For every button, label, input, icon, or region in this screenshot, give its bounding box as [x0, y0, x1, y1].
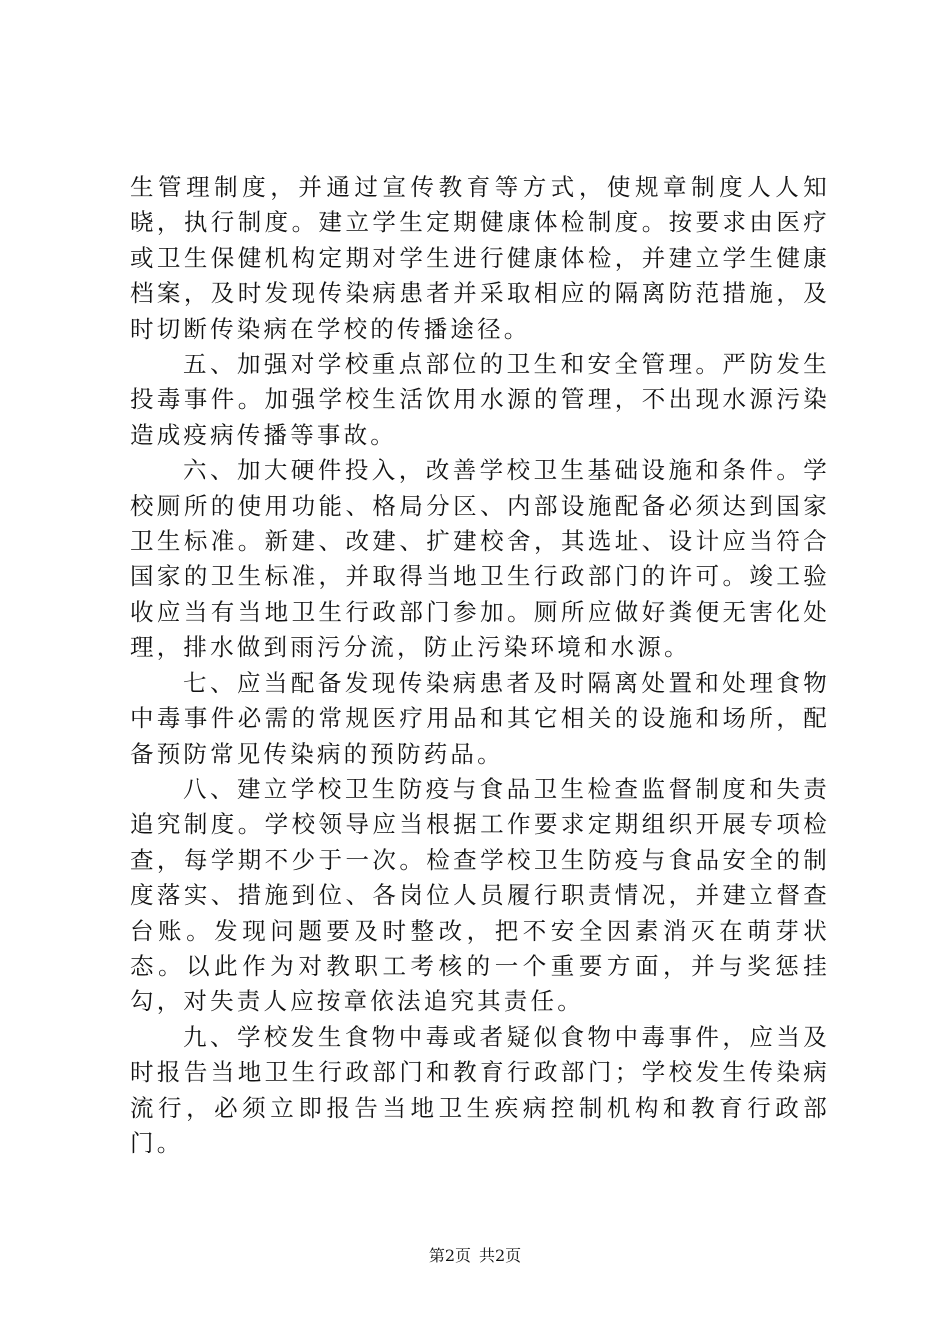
paragraph: 八、建立学校卫生防疫与食品卫生检查监督制度和失责追究制度。学校领导应当根据工作要求定期组织开展专项检查，每学期不少于一次。检查学校卫生防疫与食品安全的制度落实、措施到位、各岗位人员履行职责情况，并建立督查台账。发现问题要及时整改，把不安全因素消灭在萌芽状态。以此作为对教职工考核的一个重要方面，并与奖惩挂勾，对失责人应按章依法追究其责任。: [130, 774, 830, 1016]
paragraph: 五、加强对学校重点部位的卫生和安全管理。严防发生投毒事件。加强学校生活饮用水源的管理，不出现水源污染造成疫病传播等事故。: [130, 350, 830, 449]
paragraph: 六、加大硬件投入，改善学校卫生基础设施和条件。学校厕所的使用功能、格局分区、内部设施配备必须达到国家卫生标准。新建、改建、扩建校舍，其选址、设计应当符合国家的卫生标准，并取得当地卫生行政部门的许可。竣工验收应当有当地卫生行政部门参加。厕所应做好粪便无害化处理，排水做到雨污分流，防止污染环境和水源。: [130, 456, 830, 662]
document-body: [130, 170, 830, 1161]
paragraph: 七、应当配备发现传染病患者及时隔离处置和处理食物中毒事件必需的常规医疗用品和其它相关的设施和场所，配备预防常见传染病的预防药品。: [130, 668, 830, 768]
page-number: 第2页: [428, 1246, 471, 1265]
page-footer: [0, 1244, 950, 1268]
paragraph: 生管理制度，并通过宣传教育等方式，使规章制度人人知晓，执行制度。建立学生定期健康体检制度。按要求由医疗或卫生保健机构定期对学生进行健康体检，并建立学生健康档案，及时发现传染病患者并采取相应的隔离防范措施，及时切断传染病在学校的传播途径。: [130, 173, 830, 343]
paragraph: 九、学校发生食物中毒或者疑似食物中毒事件，应当及时报告当地卫生行政部门和教育行政部门；学校发生传染病流行，必须立即报告当地卫生疾病控制机构和教育行政部门。: [130, 1022, 830, 1157]
page-total: 共2页: [479, 1246, 522, 1265]
